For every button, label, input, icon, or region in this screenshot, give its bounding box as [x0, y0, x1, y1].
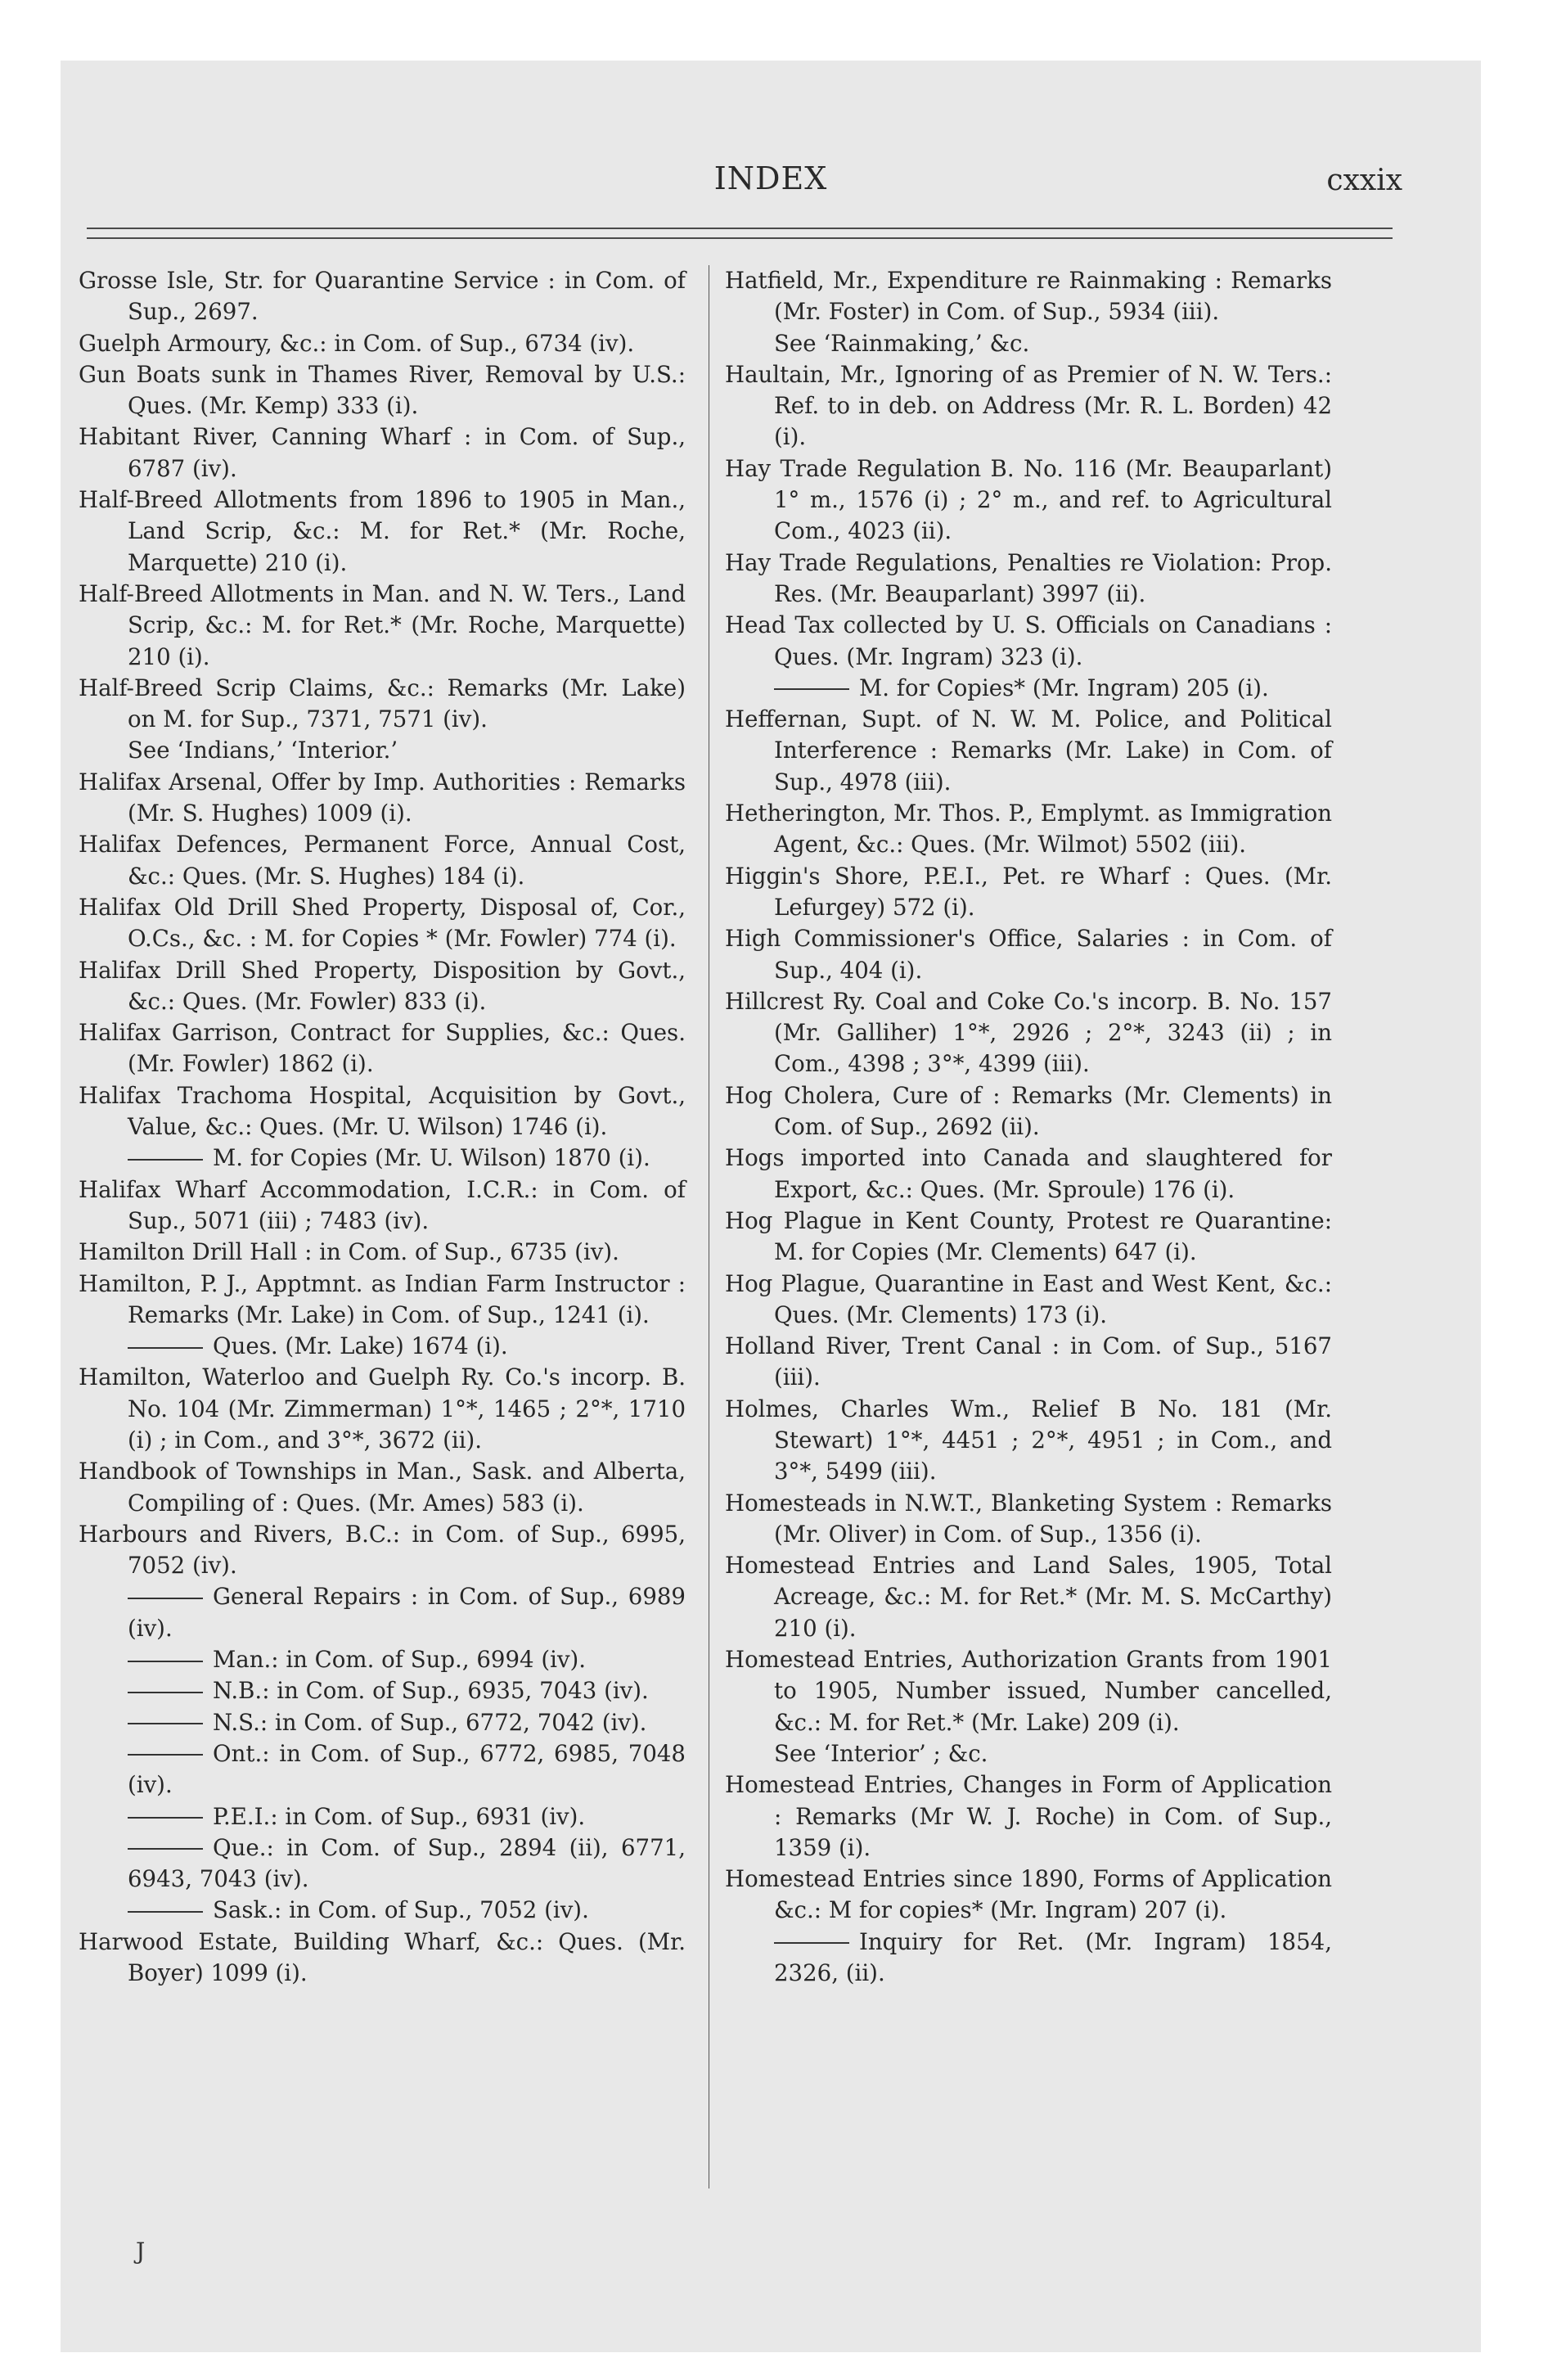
index-entry	[725, 986, 1332, 1080]
entry-text: Homestead Entries and Land Sales, 1905, Total Acreage, &c.: M. for Ret.* (Mr. M. S. McCarthy) 210 (i).	[725, 1552, 1332, 1642]
entry-text: See ‘Rainmaking,’ &c.	[774, 329, 1030, 357]
entry-text: Heffernan, Supt. of N. W. M. Police, and Political Interference : Remarks (Mr. Lake) in Com. of Sup., 4978 (iii).	[725, 705, 1332, 796]
ditto-dash	[774, 1942, 849, 1944]
entry-text: Halifax Defences, Permanent Force, Annual Cost, &c.: Ques. (Mr. S. Hughes) 184 (i).	[79, 831, 686, 890]
entry-text: Ques. (Mr. Lake) 1674 (i).	[213, 1332, 508, 1360]
index-subentry	[79, 1895, 686, 1926]
entry-text: N.S.: in Com. of Sup., 6772, 7042 (iv).	[213, 1708, 647, 1736]
entry-text: Habitant River, Canning Wharf : in Com. of Sup., 6787 (iv).	[79, 423, 686, 482]
entry-text: Homestead Entries since 1890, Forms of Application &c.: M for copies* (Mr. Ingram) 207 (i).	[725, 1865, 1332, 1924]
index-page	[61, 61, 1481, 2352]
page-number: cxxix	[1326, 164, 1402, 197]
entry-text: See ‘Interior’ ; &c.	[774, 1739, 988, 1767]
entry-text: Hog Plague, Quarantine in East and West Kent, &c.: Ques. (Mr. Clements) 173 (i).	[725, 1269, 1332, 1328]
entry-text: Hogs imported into Canada and slaughtered for Export, &c.: Ques. (Mr. Sproule) 176 (i).	[725, 1144, 1332, 1203]
entry-text: See ‘Indians,’ ‘Interior.’	[128, 737, 398, 764]
index-entry	[79, 767, 686, 830]
index-entry	[725, 359, 1332, 453]
ditto-dash	[128, 1661, 203, 1662]
entry-text: Hamilton Drill Hall : in Com. of Sup., 6735 (iv).	[79, 1238, 619, 1266]
index-subentry	[79, 1707, 686, 1738]
entry-text: Grosse Isle, Str. for Quarantine Service : in Com. of Sup., 2697.	[79, 267, 686, 326]
entry-text: Hatfield, Mr., Expenditure re Rainmaking : Remarks (Mr. Foster) in Com. of Sup., 5934 (iii).	[725, 267, 1332, 326]
index-subentry	[725, 1738, 1332, 1769]
index-entry	[725, 265, 1332, 328]
index-entry	[79, 1017, 686, 1080]
index-subentry	[79, 1738, 686, 1801]
index-entry	[79, 1456, 686, 1519]
entry-text: Homesteads in N.W.T., Blanketing System : Remarks (Mr. Oliver) in Com. of Sup., 1356 (i).	[725, 1489, 1332, 1548]
ditto-dash	[128, 1347, 203, 1349]
index-entry	[79, 673, 686, 736]
entry-text: N.B.: in Com. of Sup., 6935, 7043 (iv).	[213, 1677, 649, 1705]
entry-text: Hillcrest Ry. Coal and Coke Co.'s incorp. B. No. 157 (Mr. Galliher) 1°*, 2926 ; 2°*, 3243 (ii) ; in Com., 4398 ; 3°*, 4399 (iii).	[725, 987, 1332, 1078]
index-subentry	[79, 1801, 686, 1832]
ditto-dash	[128, 1692, 203, 1693]
entry-text: Halifax Wharf Accommodation, I.C.R.: in Com. of Sup., 5071 (iii) ; 7483 (iv).	[79, 1175, 686, 1234]
entry-text: Harbours and Rivers, B.C.: in Com. of Sup., 6995, 7052 (iv).	[79, 1520, 686, 1580]
entry-text: Higgin's Shore, P.E.I., Pet. re Wharf : Ques. (Mr. Lefurgey) 572 (i).	[725, 862, 1332, 921]
entry-text: Guelph Armoury, &c.: in Com. of Sup., 6734 (iv).	[79, 329, 635, 357]
index-subentry	[79, 1143, 686, 1174]
entry-text: Hay Trade Regulations, Penalties re Violation: Prop. Res. (Mr. Beauparlant) 3997 (ii).	[725, 548, 1332, 607]
entry-text: Gun Boats sunk in Thames River, Removal by U.S.: Ques. (Mr. Kemp) 333 (i).	[79, 360, 686, 420]
ditto-dash	[128, 1723, 203, 1724]
entry-text: Inquiry for Ret. (Mr. Ingram) 1854, 2326, (ii).	[774, 1927, 1332, 1987]
index-entry	[79, 1174, 686, 1237]
index-subentry	[79, 1331, 686, 1362]
index-entry	[79, 829, 686, 892]
entry-text: M. for Copies* (Mr. Ingram) 205 (i).	[859, 674, 1269, 701]
entry-text: Hog Plague in Kent County, Protest re Quarantine: M. for Copies (Mr. Clements) 647 (i).	[725, 1206, 1332, 1266]
entry-text: Homestead Entries, Authorization Grants from 1901 to 1905, Number issued, Number cancelled, &c.: M. for Ret.* (Mr. Lake) 209 (i).	[725, 1646, 1332, 1736]
entry-text: Halifax Trachoma Hospital, Acquisition by Govt., Value, &c.: Ques. (Mr. U. Wilson) 1746 (i).	[79, 1081, 686, 1141]
entry-text: Halifax Garrison, Contract for Supplies, &c.: Ques. (Mr. Fowler) 1862 (i).	[79, 1019, 686, 1078]
index-entry	[79, 265, 686, 328]
index-entry	[725, 1864, 1332, 1927]
entry-text: Hog Cholera, Cure of : Remarks (Mr. Clements) in Com. of Sup., 2692 (ii).	[725, 1081, 1332, 1141]
entry-text: Homestead Entries, Changes in Form of Application : Remarks (Mr W. J. Roche) in Com. of Sup., 1359 (i).	[725, 1771, 1332, 1861]
index-entry	[79, 1237, 686, 1268]
page-header	[61, 160, 1481, 210]
header-rule	[87, 228, 1393, 239]
index-subentry	[79, 1675, 686, 1706]
index-subentry	[79, 735, 686, 766]
entry-text: Holland River, Trent Canal : in Com. of Sup., 5167 (iii).	[725, 1332, 1332, 1391]
entry-text: M. for Copies (Mr. U. Wilson) 1870 (i).	[213, 1144, 650, 1172]
index-entry	[725, 798, 1332, 861]
ditto-dash	[774, 688, 849, 690]
entry-text: Ont.: in Com. of Sup., 6772, 6985, 7048 (iv).	[128, 1739, 686, 1799]
index-entry	[725, 1331, 1332, 1394]
entry-text: Hamilton, Waterloo and Guelph Ry. Co.'s incorp. B. No. 104 (Mr. Zimmerman) 1°*, 1465 ; 2°*, 1710 (i) ; in Com., and 3°*, 3672 (ii).	[79, 1364, 686, 1454]
index-entry	[725, 704, 1332, 798]
index-entry	[79, 1519, 686, 1582]
entry-text: Half-Breed Allotments from 1896 to 1905 in Man., Land Scrip, &c.: M. for Ret.* (Mr. Roche, Marquette) 210 (i).	[79, 486, 686, 576]
index-subentry	[79, 1644, 686, 1675]
index-subentry	[79, 1832, 686, 1895]
entry-text: Que.: in Com. of Sup., 2894 (ii), 6771, 6943, 7043 (iv).	[128, 1833, 686, 1893]
entry-text: Halifax Drill Shed Property, Disposition by Govt., &c.: Ques. (Mr. Fowler) 833 (i).	[79, 956, 686, 1015]
index-entry	[79, 1080, 686, 1143]
index-entry	[725, 1269, 1332, 1332]
entry-text: Hetherington, Mr. Thos. P., Emplymt. as Immigration Agent, &c.: Ques. (Mr. Wilmot) 5502 (iii).	[725, 800, 1333, 859]
index-entry	[725, 923, 1332, 986]
index-subentry	[79, 1581, 686, 1644]
index-entry	[725, 453, 1332, 548]
entry-text: Haultain, Mr., Ignoring of as Premier of N. W. Ters.: Ref. to in deb. on Address (Mr. R. L. Borden) 42 (i).	[725, 360, 1332, 451]
ditto-dash	[128, 1159, 203, 1161]
index-entry	[725, 1644, 1332, 1738]
right-column	[725, 265, 1332, 1989]
entry-text: Hamilton, P. J., Apptmnt. as Indian Farm Instructor : Remarks (Mr. Lake) in Com. of Sup., 1241 (i).	[79, 1269, 686, 1328]
ditto-dash	[128, 1598, 203, 1599]
entry-text: Half-Breed Allotments in Man. and N. W. Ters., Land Scrip, &c.: M. for Ret.* (Mr. Roche, Marquette) 210 (i).	[79, 579, 686, 670]
signature-mark: J	[136, 2238, 146, 2265]
index-subentry	[725, 673, 1332, 704]
entry-text: Hay Trade Regulation B. No. 116 (Mr. Beauparlant) 1° m., 1576 (i) ; 2° m., and ref. to Agricultural Com., 4023 (ii).	[725, 454, 1332, 545]
index-entry	[725, 861, 1332, 924]
entry-text: Half-Breed Scrip Claims, &c.: Remarks (Mr. Lake) on M. for Sup., 7371, 7571 (iv).	[79, 674, 686, 733]
index-entry	[725, 1769, 1332, 1864]
index-entry	[725, 1394, 1332, 1488]
entry-text: Harwood Estate, Building Wharf, &c.: Ques. (Mr. Boyer) 1099 (i).	[79, 1927, 686, 1987]
ditto-dash	[128, 1817, 203, 1819]
index-entry	[79, 328, 686, 359]
page-title: INDEX	[713, 160, 828, 196]
index-entry	[79, 1927, 686, 1990]
index-entry	[79, 892, 686, 955]
index-entry	[725, 610, 1332, 673]
entry-text: Holmes, Charles Wm., Relief B No. 181 (Mr. Stewart) 1°*, 4451 ; 2°*, 4951 ; in Com., and 3°*, 5499 (iii).	[725, 1395, 1332, 1485]
ditto-dash	[128, 1848, 203, 1850]
ditto-dash	[128, 1911, 203, 1913]
index-entry	[79, 421, 686, 485]
index-entry	[725, 1550, 1332, 1644]
index-entry	[79, 485, 686, 579]
index-subentry	[725, 1927, 1332, 1990]
index-entry	[79, 359, 686, 422]
entry-text: Halifax Old Drill Shed Property, Disposal of, Cor., O.Cs., &c. : M. for Copies * (Mr. Fowler) 774 (i).	[79, 893, 686, 953]
index-entry	[725, 1143, 1332, 1206]
left-column	[79, 265, 686, 1989]
index-subentry	[725, 328, 1332, 359]
index-entry	[79, 955, 686, 1018]
index-entry	[725, 548, 1332, 611]
index-entry	[79, 1269, 686, 1332]
index-entry	[725, 1206, 1332, 1269]
entry-text: General Repairs : in Com. of Sup., 6989 (iv).	[128, 1583, 686, 1642]
entry-text: P.E.I.: in Com. of Sup., 6931 (iv).	[213, 1802, 586, 1830]
index-entry	[725, 1080, 1332, 1143]
entry-text: Head Tax collected by U. S. Officials on Canadians : Ques. (Mr. Ingram) 323 (i).	[725, 611, 1332, 670]
entry-text: Halifax Arsenal, Offer by Imp. Authorities : Remarks (Mr. S. Hughes) 1009 (i).	[79, 768, 686, 827]
entry-text: High Commissioner's Office, Salaries : in Com. of Sup., 404 (i).	[725, 925, 1332, 984]
index-entry	[79, 1362, 686, 1456]
entry-text: Sask.: in Com. of Sup., 7052 (iv).	[213, 1896, 589, 1924]
entry-text: Handbook of Townships in Man., Sask. and Alberta, Compiling of : Ques. (Mr. Ames) 583 (i).	[79, 1458, 686, 1517]
index-entry	[725, 1488, 1332, 1551]
index-entry	[79, 579, 686, 673]
ditto-dash	[128, 1754, 203, 1756]
entry-text: Man.: in Com. of Sup., 6994 (iv).	[213, 1646, 587, 1674]
